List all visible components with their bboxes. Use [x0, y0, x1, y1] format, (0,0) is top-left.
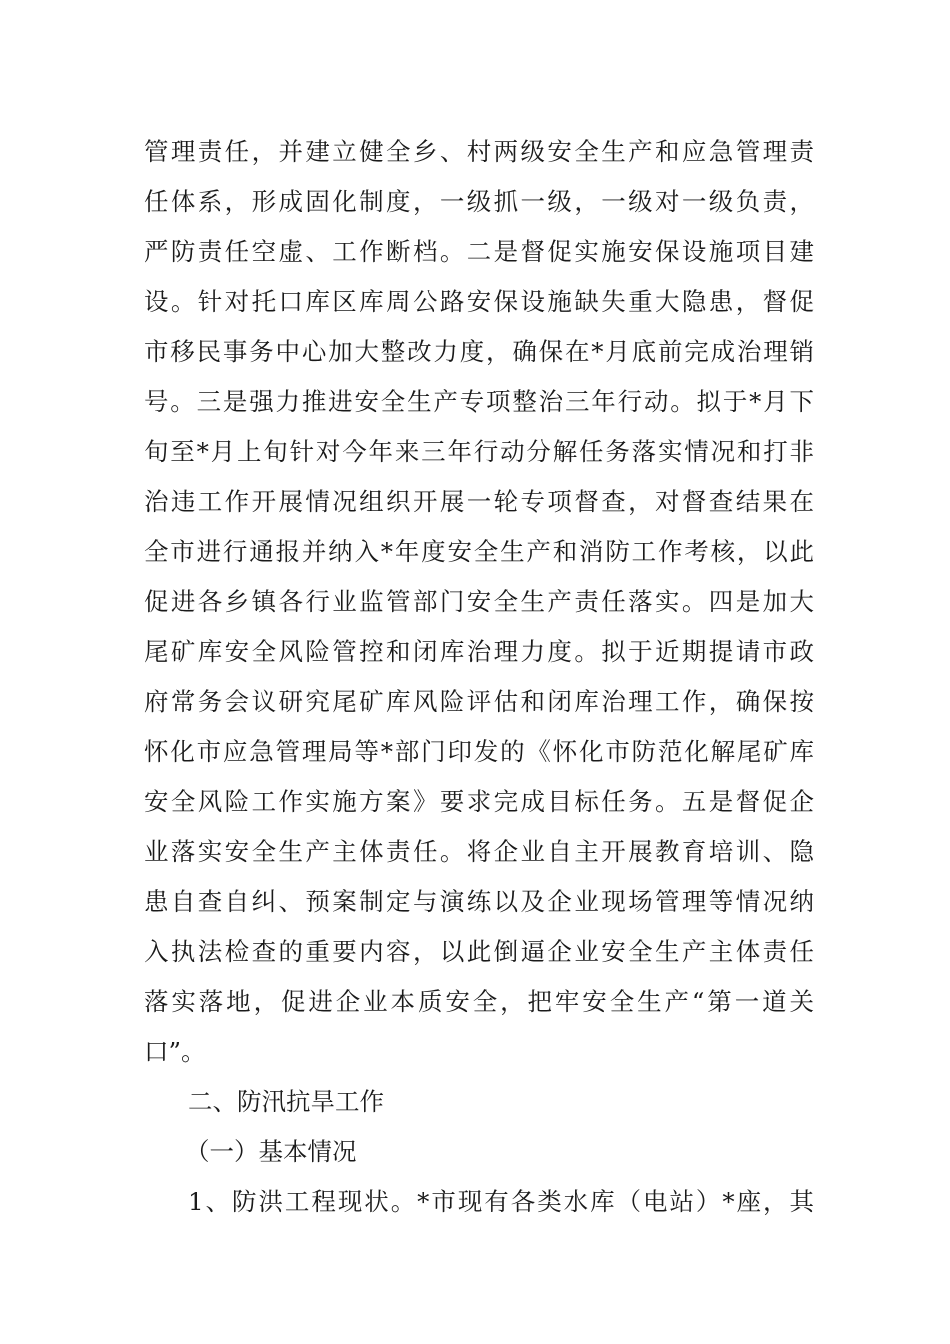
body-text-line: 口”。 — [144, 1037, 206, 1066]
body-text-line: 管理责任，并建立健全乡、村两级安全生产和应急管理责 — [144, 137, 814, 166]
body-text-line: 1、防洪工程现状。*市现有各类水库（电站）*座，其 — [188, 1187, 814, 1216]
section-heading: 二、防汛抗旱工作 — [188, 1087, 384, 1116]
body-text-line: 任体系，形成固化制度，一级抓一级，一级对一级负责， — [144, 187, 814, 216]
body-text-line: 业落实安全生产主体责任。将企业自主开展教育培训、隐 — [144, 837, 814, 866]
body-text-line: 严防责任空虚、工作断档。二是督促实施安保设施项目建 — [144, 237, 814, 266]
subsection-heading: （一）基本情况 — [185, 1137, 357, 1166]
body-text-line: 尾矿库安全风险管控和闭库治理力度。拟于近期提请市政 — [144, 637, 814, 666]
body-text-line: 入执法检查的重要内容，以此倒逼企业安全生产主体责任 — [144, 937, 814, 966]
body-text-line: 安全风险工作实施方案》要求完成目标任务。五是督促企 — [144, 787, 814, 816]
body-text-line: 设。针对托口库区库周公路安保设施缺失重大隐患，督促 — [144, 287, 814, 316]
body-text-line: 市移民事务中心加大整改力度，确保在*月底前完成治理销 — [144, 337, 814, 366]
body-text-line: 府常务会议研究尾矿库风险评估和闭库治理工作，确保按 — [144, 687, 814, 716]
body-text-line: 促进各乡镇各行业监管部门安全生产责任落实。四是加大 — [144, 587, 814, 616]
body-text-line: 号。三是强力推进安全生产专项整治三年行动。拟于*月下 — [144, 387, 814, 416]
body-text-line: 全市进行通报并纳入*年度安全生产和消防工作考核，以此 — [144, 537, 814, 566]
body-text-line: 患自查自纠、预案制定与演练以及企业现场管理等情况纳 — [144, 887, 814, 916]
body-text-line: 治违工作开展情况组织开展一轮专项督查，对督查结果在 — [144, 487, 814, 516]
body-text-line: 旬至*月上旬针对今年来三年行动分解任务落实情况和打非 — [144, 437, 814, 466]
body-text-line: 怀化市应急管理局等*部门印发的《怀化市防范化解尾矿库 — [144, 737, 814, 766]
body-text-line: 落实落地，促进企业本质安全，把牢安全生产“第一道关 — [144, 987, 814, 1016]
